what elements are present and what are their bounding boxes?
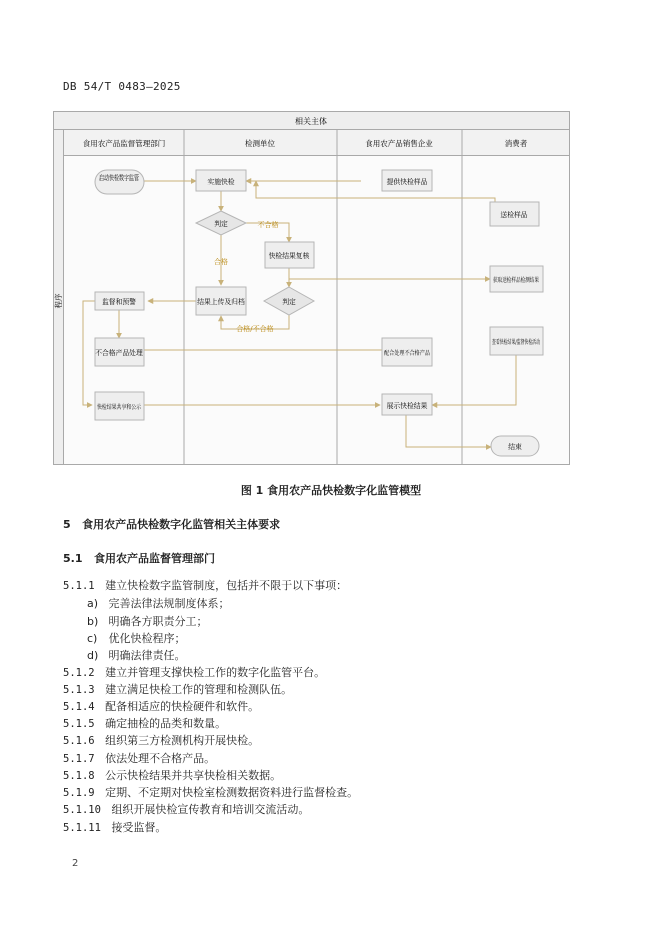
node-supervise-label: 监督和预警 xyxy=(102,298,136,306)
column-header-testing-unit: 检测单位 xyxy=(245,139,275,148)
clause-number: 5.1.5 xyxy=(63,718,95,730)
clause-number: 5.1.3 xyxy=(63,684,95,696)
clause-5-1-8 xyxy=(63,767,281,783)
section-5-title: 食用农产品快检数字化监管相关主体要求 xyxy=(82,518,281,531)
clause-5-1-2 xyxy=(63,664,325,680)
flowchart-figure xyxy=(53,111,571,467)
clause-text: 配备相适应的快检硬件和软件。 xyxy=(105,700,260,713)
clause-text: 建立满足快检工作的管理和检测队伍。 xyxy=(105,683,293,696)
diagram-title-bar: 相关主体 xyxy=(295,117,327,126)
column-header-consumer: 消费者 xyxy=(504,139,528,148)
column-header-regulator: 食用农产品监督管理部门 xyxy=(82,139,166,148)
subitem-mark: c) xyxy=(87,632,98,645)
section-5-1-number: 5.1 xyxy=(63,552,83,565)
clause-number: 5.1.10 xyxy=(63,804,101,816)
node-cooperate-label: 配合处理不合格产品 xyxy=(384,350,440,357)
clause-number: 5.1.2 xyxy=(63,667,95,679)
edge-label-pass-fail: 合格/不合格 xyxy=(236,325,274,333)
subitem-text: 明确法律责任。 xyxy=(108,649,186,662)
node-display-label: 展示快检结果 xyxy=(386,402,428,410)
clause-text: 建立快检数字监管制度，包括并不限于以下事项： xyxy=(105,579,348,592)
clause-number: 5.1.6 xyxy=(63,735,95,747)
node-judge-1-label: 判定 xyxy=(214,220,228,228)
subitem-mark: b) xyxy=(87,615,99,628)
clause-text: 公示快检结果并共享快检相关数据。 xyxy=(105,769,282,782)
document-id-header: DB 54/T 0483—2025 xyxy=(63,80,181,93)
node-obtain-label: 获取送检样品检测结果 xyxy=(493,277,555,284)
clause-text: 确定抽检的品类和数量。 xyxy=(105,717,227,730)
node-end-label: 结束 xyxy=(508,443,522,451)
clause-text: 组织开展快检宣传教育和培训交流活动。 xyxy=(111,803,310,816)
column-header-seller: 食用农产品销售企业 xyxy=(365,139,433,148)
section-5-number: 5 xyxy=(63,518,71,531)
node-query-label: 查看快检结果/监督快检活动 xyxy=(492,339,567,346)
clause-text: 建立并管理支撑快检工作的数字化监管平台。 xyxy=(105,666,326,679)
clause-5-1-9 xyxy=(63,784,358,800)
clause-number: 5.1.4 xyxy=(63,701,95,713)
lane-side-label: 程序 xyxy=(54,293,63,309)
clause-number: 5.1.9 xyxy=(63,787,95,799)
node-recheck-label: 快检结果复核 xyxy=(268,252,310,260)
clause-5-1-1 xyxy=(63,577,347,593)
clause-5-1-10 xyxy=(63,801,309,817)
clause-text: 依法处理不合格产品。 xyxy=(105,752,216,765)
subitem-d xyxy=(87,647,186,663)
node-share-label: 快检结果共享和公示 xyxy=(97,404,153,411)
node-send-label: 送检样品 xyxy=(500,211,528,219)
clause-5-1-11 xyxy=(63,819,166,835)
subitem-b xyxy=(87,613,208,629)
subitem-a xyxy=(87,595,230,611)
clause-text: 组织第三方检测机构开展快检。 xyxy=(105,734,260,747)
subitem-text: 完善法律法规制度体系； xyxy=(108,597,230,610)
clause-number: 5.1.11 xyxy=(63,822,101,834)
section-5-heading xyxy=(63,516,280,532)
clause-5-1-5 xyxy=(63,715,226,731)
page-number: 2 xyxy=(72,858,79,869)
subitem-text: 明确各方职责分工； xyxy=(108,615,208,628)
node-handle-label: 不合格产品处理 xyxy=(95,349,143,357)
clause-text: 定期、不定期对快检室检测数据资料进行监督检查。 xyxy=(105,786,359,799)
node-judge-2-label: 判定 xyxy=(282,298,296,306)
subitem-text: 优化快检程序； xyxy=(108,632,186,645)
clause-5-1-6 xyxy=(63,732,259,748)
node-start-label-1: 启动快检数字监管 xyxy=(99,174,154,182)
clause-5-1-7 xyxy=(63,750,215,766)
section-5-1-heading xyxy=(63,550,215,566)
subitem-mark: a) xyxy=(87,597,99,610)
clause-number: 5.1.1 xyxy=(63,580,95,592)
node-implement-label: 实施快检 xyxy=(207,178,235,186)
edge-label-pass: 合格 xyxy=(214,258,228,266)
clause-5-1-3 xyxy=(63,681,292,697)
subitem-mark: d) xyxy=(87,649,99,662)
clause-text: 接受监督。 xyxy=(111,821,167,834)
node-provide-label: 提供快检样品 xyxy=(386,178,428,186)
figure-caption: 图 1 食用农产品快检数字化监管模型 xyxy=(240,484,422,497)
subitem-c xyxy=(87,630,186,646)
clause-5-1-4 xyxy=(63,698,259,714)
clause-number: 5.1.7 xyxy=(63,753,95,765)
node-upload-label: 结果上传及归档 xyxy=(197,298,245,306)
edge-label-fail: 不合格 xyxy=(257,221,279,229)
clause-number: 5.1.8 xyxy=(63,770,95,782)
section-5-1-title: 食用农产品监督管理部门 xyxy=(94,552,215,565)
